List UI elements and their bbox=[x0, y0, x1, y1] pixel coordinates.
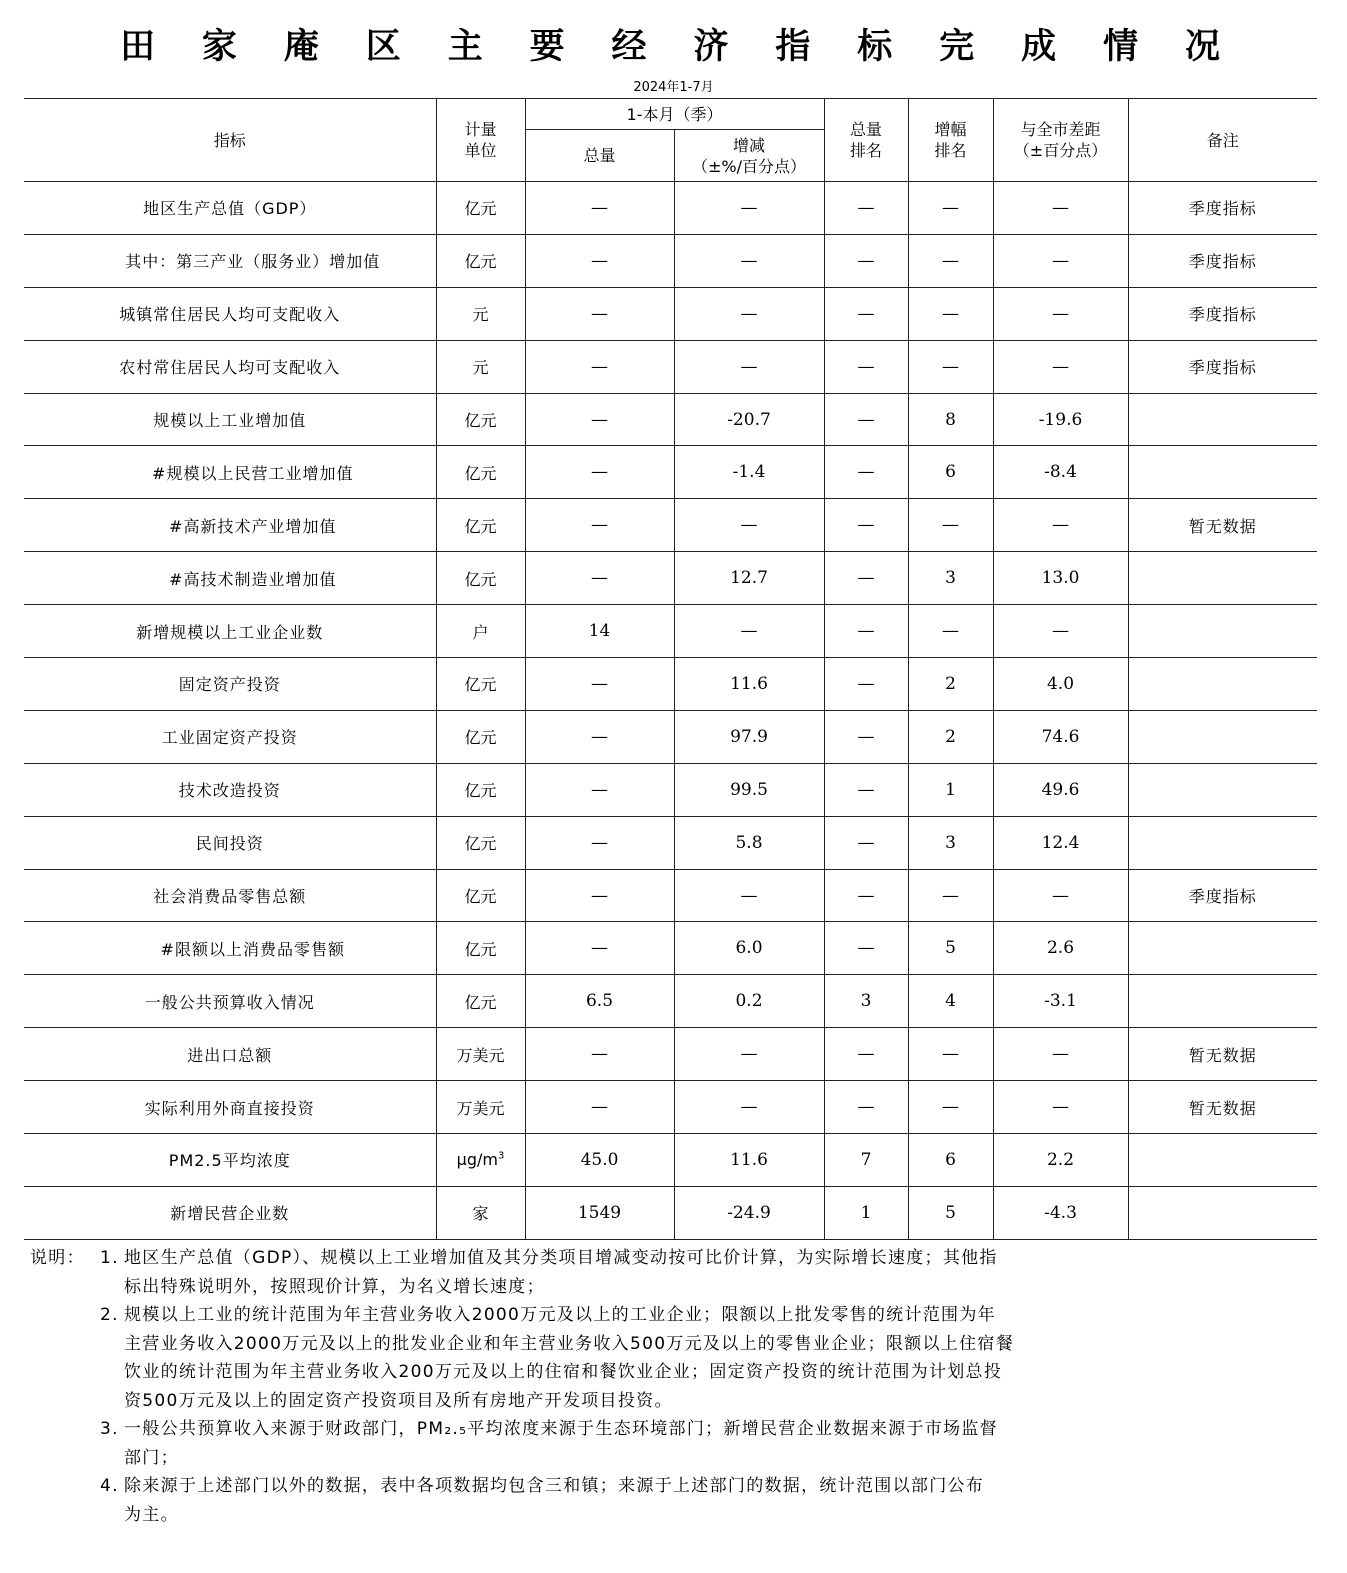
header-unit: 计量 单位 bbox=[436, 99, 525, 182]
gap-cell: -8.4 bbox=[993, 446, 1128, 499]
gap-cell: — bbox=[993, 1028, 1128, 1081]
gap-cell: — bbox=[993, 234, 1128, 287]
unit-cell: 万美元 bbox=[436, 1081, 525, 1134]
gap-cell: — bbox=[993, 182, 1128, 235]
remark-cell: 暂无数据 bbox=[1128, 1081, 1317, 1134]
gap-cell: 4.0 bbox=[993, 658, 1128, 711]
change-cell: — bbox=[674, 287, 824, 340]
remark-cell: 暂无数据 bbox=[1128, 499, 1317, 552]
total-cell: — bbox=[525, 763, 674, 816]
change-cell: -20.7 bbox=[674, 393, 824, 446]
total-cell: — bbox=[525, 393, 674, 446]
total-cell: — bbox=[525, 922, 674, 975]
total-cell: — bbox=[525, 552, 674, 605]
indicator-cell: 实际利用外商直接投资 bbox=[24, 1081, 436, 1134]
gap-cell: 74.6 bbox=[993, 710, 1128, 763]
total-cell: — bbox=[525, 182, 674, 235]
total-rank-cell: — bbox=[824, 234, 908, 287]
table-header bbox=[24, 99, 1317, 182]
indicator-cell: 固定资产投资 bbox=[24, 658, 436, 711]
indicator-cell: 新增规模以上工业企业数 bbox=[24, 605, 436, 658]
gap-cell: 12.4 bbox=[993, 816, 1128, 869]
growth-rank-cell: 5 bbox=[908, 1186, 993, 1239]
table-row bbox=[24, 446, 1317, 499]
remark-cell bbox=[1128, 816, 1317, 869]
header-growth-rank: 增幅 排名 bbox=[908, 99, 993, 182]
change-cell: -1.4 bbox=[674, 446, 824, 499]
total-cell: — bbox=[525, 499, 674, 552]
gap-cell: 2.6 bbox=[993, 922, 1128, 975]
change-cell: — bbox=[674, 234, 824, 287]
indicator-cell: #高新技术产业增加值 bbox=[24, 499, 436, 552]
unit-cell: 亿元 bbox=[436, 552, 525, 605]
header-change: 增减 （±%/百分点） bbox=[674, 130, 824, 182]
change-cell: 12.7 bbox=[674, 552, 824, 605]
total-rank-cell: — bbox=[824, 340, 908, 393]
growth-rank-cell: 4 bbox=[908, 975, 993, 1028]
title-char: 区 bbox=[365, 27, 401, 67]
header-indicator: 指标 bbox=[24, 99, 436, 182]
total-rank-cell: — bbox=[824, 763, 908, 816]
unit-cell: 家 bbox=[436, 1186, 525, 1239]
indicator-cell: 社会消费品零售总额 bbox=[24, 869, 436, 922]
total-rank-cell: — bbox=[824, 446, 908, 499]
total-rank-cell: 1 bbox=[824, 1186, 908, 1239]
total-cell: 14 bbox=[525, 605, 674, 658]
indicator-cell: 进出口总额 bbox=[24, 1028, 436, 1081]
unit-cell: 亿元 bbox=[436, 869, 525, 922]
change-cell: 6.0 bbox=[674, 922, 824, 975]
change-cell: 99.5 bbox=[674, 763, 824, 816]
growth-rank-cell: 3 bbox=[908, 816, 993, 869]
remark-cell: 季度指标 bbox=[1128, 287, 1317, 340]
total-rank-cell: — bbox=[824, 393, 908, 446]
remark-cell: 季度指标 bbox=[1128, 869, 1317, 922]
growth-rank-cell: 6 bbox=[908, 1134, 993, 1187]
title-char: 庵 bbox=[283, 27, 319, 67]
total-rank-cell: — bbox=[824, 605, 908, 658]
change-cell: 11.6 bbox=[674, 1134, 824, 1187]
total-cell: 6.5 bbox=[525, 975, 674, 1028]
unit-cell: 元 bbox=[436, 287, 525, 340]
total-rank-cell: — bbox=[824, 552, 908, 605]
total-cell: — bbox=[525, 816, 674, 869]
unit-cell: 亿元 bbox=[436, 816, 525, 869]
table-row bbox=[24, 234, 1317, 287]
table-row bbox=[24, 975, 1317, 1028]
table-row bbox=[24, 287, 1317, 340]
unit-cell: 亿元 bbox=[436, 763, 525, 816]
change-cell: 97.9 bbox=[674, 710, 824, 763]
growth-rank-cell: — bbox=[908, 1028, 993, 1081]
remark-cell: 季度指标 bbox=[1128, 182, 1317, 235]
total-cell: — bbox=[525, 446, 674, 499]
indicator-cell: 新增民营企业数 bbox=[24, 1186, 436, 1239]
change-cell: — bbox=[674, 1028, 824, 1081]
title-char: 标 bbox=[857, 27, 893, 67]
indicator-cell: PM2.5平均浓度 bbox=[24, 1134, 436, 1187]
growth-rank-cell: — bbox=[908, 234, 993, 287]
total-cell: — bbox=[525, 1028, 674, 1081]
table-row bbox=[24, 816, 1317, 869]
gap-cell: -19.6 bbox=[993, 393, 1128, 446]
table-row bbox=[24, 393, 1317, 446]
table-row bbox=[24, 552, 1317, 605]
change-cell: — bbox=[674, 1081, 824, 1134]
remark-cell bbox=[1128, 710, 1317, 763]
footnotes bbox=[30, 1244, 1310, 1529]
growth-rank-cell: — bbox=[908, 182, 993, 235]
total-rank-cell: — bbox=[824, 287, 908, 340]
growth-rank-cell: 3 bbox=[908, 552, 993, 605]
indicator-cell: 其中：第三产业（服务业）增加值 bbox=[24, 234, 436, 287]
unit-cell: 亿元 bbox=[436, 710, 525, 763]
change-cell: 5.8 bbox=[674, 816, 824, 869]
unit-cell: 亿元 bbox=[436, 234, 525, 287]
table-row bbox=[24, 182, 1317, 235]
unit-cell: 亿元 bbox=[436, 499, 525, 552]
growth-rank-cell: 8 bbox=[908, 393, 993, 446]
gap-cell: — bbox=[993, 287, 1128, 340]
unit-cell: 户 bbox=[436, 605, 525, 658]
indicator-cell: 工业固定资产投资 bbox=[24, 710, 436, 763]
header-remark: 备注 bbox=[1128, 99, 1317, 182]
gap-cell: 49.6 bbox=[993, 763, 1128, 816]
table-row bbox=[24, 1081, 1317, 1134]
total-rank-cell: — bbox=[824, 922, 908, 975]
growth-rank-cell: — bbox=[908, 340, 993, 393]
indicator-cell: 地区生产总值（GDP） bbox=[24, 182, 436, 235]
total-rank-cell: — bbox=[824, 1028, 908, 1081]
indicator-cell: 农村常住居民人均可支配收入 bbox=[24, 340, 436, 393]
remark-cell bbox=[1128, 552, 1317, 605]
table-row bbox=[24, 1134, 1317, 1187]
gap-cell: — bbox=[993, 1081, 1128, 1134]
gap-cell: — bbox=[993, 340, 1128, 393]
indicator-cell: 规模以上工业增加值 bbox=[24, 393, 436, 446]
title-char: 指 bbox=[775, 27, 811, 67]
table-row bbox=[24, 869, 1317, 922]
remark-cell bbox=[1128, 1186, 1317, 1239]
indicator-cell: 城镇常住居民人均可支配收入 bbox=[24, 287, 436, 340]
total-cell: 45.0 bbox=[525, 1134, 674, 1187]
growth-rank-cell: 1 bbox=[908, 763, 993, 816]
remark-cell bbox=[1128, 763, 1317, 816]
header-period-group: 1-本月（季） bbox=[525, 99, 824, 130]
total-rank-cell: 7 bbox=[824, 1134, 908, 1187]
unit-cell: 亿元 bbox=[436, 446, 525, 499]
table-row bbox=[24, 499, 1317, 552]
table-row bbox=[24, 605, 1317, 658]
change-cell: 0.2 bbox=[674, 975, 824, 1028]
gap-cell: — bbox=[993, 605, 1128, 658]
growth-rank-cell: — bbox=[908, 499, 993, 552]
remark-cell bbox=[1128, 446, 1317, 499]
title-char: 济 bbox=[693, 27, 729, 67]
indicator-cell: 一般公共预算收入情况 bbox=[24, 975, 436, 1028]
growth-rank-cell: — bbox=[908, 605, 993, 658]
title-char: 家 bbox=[201, 27, 237, 67]
growth-rank-cell: 2 bbox=[908, 658, 993, 711]
total-cell: — bbox=[525, 340, 674, 393]
unit-cell: 亿元 bbox=[436, 658, 525, 711]
footnote-item: 2. 规模以上工业的统计范围为年主营业务收入2000万元及以上的工业企业；限额以上批发零售的统计范围为年 主营业务收入2000万元及以上的批发业企业和年主营业务收入500万元及以上的零售业企业；限额以上住宿餐 饮业的统计范围为年主营业务收入200万元及以上的住宿和餐饮业企业；固定资产投资的统计范围为计划总投 资500万元及以上的固定资产投资项目及所有房地产开发项目投资。 bbox=[100, 1305, 1015, 1411]
report-period: 2024年1-7月 bbox=[633, 80, 714, 95]
gap-cell: 13.0 bbox=[993, 552, 1128, 605]
indicator-cell: #限额以上消费品零售额 bbox=[24, 922, 436, 975]
change-cell: — bbox=[674, 605, 824, 658]
title-char: 况 bbox=[1184, 27, 1220, 67]
unit-cell: 亿元 bbox=[436, 182, 525, 235]
unit-cell: 亿元 bbox=[436, 393, 525, 446]
remark-cell: 季度指标 bbox=[1128, 234, 1317, 287]
total-cell: — bbox=[525, 869, 674, 922]
header-total: 总量 bbox=[525, 130, 674, 182]
total-rank-cell: — bbox=[824, 816, 908, 869]
growth-rank-cell: 5 bbox=[908, 922, 993, 975]
total-cell: — bbox=[525, 1081, 674, 1134]
total-rank-cell: — bbox=[824, 710, 908, 763]
gap-cell: -3.1 bbox=[993, 975, 1128, 1028]
gap-cell: — bbox=[993, 869, 1128, 922]
table-row bbox=[24, 658, 1317, 711]
table-row bbox=[24, 340, 1317, 393]
title-char: 完 bbox=[939, 27, 975, 67]
footnote-item: 3. 一般公共预算收入来源于财政部门，PM₂.₅平均浓度来源于生态环境部门；新增民营企业数据来源于市场监督 部门； bbox=[100, 1419, 998, 1468]
table-row bbox=[24, 1028, 1317, 1081]
title-char: 要 bbox=[529, 27, 565, 67]
total-rank-cell: 3 bbox=[824, 975, 908, 1028]
footnote-item: 4. 除来源于上述部门以外的数据，表中各项数据均包含三和镇；来源于上述部门的数据，统计范围以部门公布 为主。 bbox=[100, 1476, 985, 1525]
unit-cell: $\mu g/m^3$ bbox=[436, 1134, 525, 1187]
title-char: 经 bbox=[611, 27, 647, 67]
header-total-rank: 总量 排名 bbox=[824, 99, 908, 182]
total-rank-cell: — bbox=[824, 182, 908, 235]
growth-rank-cell: — bbox=[908, 1081, 993, 1134]
title-char: 成 bbox=[1021, 27, 1057, 67]
table-row bbox=[24, 763, 1317, 816]
table-row bbox=[24, 922, 1317, 975]
remark-cell bbox=[1128, 1134, 1317, 1187]
unit-cell: 元 bbox=[436, 340, 525, 393]
table-row bbox=[24, 1186, 1317, 1239]
title-char: 田 bbox=[120, 27, 156, 67]
remark-cell bbox=[1128, 922, 1317, 975]
total-cell: — bbox=[525, 234, 674, 287]
indicator-cell: #高技术制造业增加值 bbox=[24, 552, 436, 605]
total-rank-cell: — bbox=[824, 869, 908, 922]
change-cell: 11.6 bbox=[674, 658, 824, 711]
title-char: 主 bbox=[447, 27, 483, 67]
footnote-item: 说明： 1. 地区生产总值（GDP）、规模以上工业增加值及其分类项目增减变动按可比价计算，为实际增长速度；其他指 标出特殊说明外，按照现价计算，为名义增长速度； bbox=[30, 1248, 998, 1297]
total-cell: — bbox=[525, 287, 674, 340]
indicator-cell: 技术改造投资 bbox=[24, 763, 436, 816]
title-char: 情 bbox=[1103, 27, 1139, 67]
report-title bbox=[24, 14, 1316, 74]
remark-cell bbox=[1128, 605, 1317, 658]
gap-cell: — bbox=[993, 499, 1128, 552]
indicator-cell: 民间投资 bbox=[24, 816, 436, 869]
remark-cell: 季度指标 bbox=[1128, 340, 1317, 393]
growth-rank-cell: 2 bbox=[908, 710, 993, 763]
indicators-table bbox=[24, 98, 1317, 1240]
unit-cell: 亿元 bbox=[436, 922, 525, 975]
table-body bbox=[24, 182, 1317, 1240]
growth-rank-cell: — bbox=[908, 869, 993, 922]
change-cell: — bbox=[674, 182, 824, 235]
remark-cell bbox=[1128, 658, 1317, 711]
indicator-cell: #规模以上民营工业增加值 bbox=[24, 446, 436, 499]
unit-cell: 亿元 bbox=[436, 975, 525, 1028]
remark-cell bbox=[1128, 975, 1317, 1028]
total-cell: — bbox=[525, 658, 674, 711]
change-cell: — bbox=[674, 869, 824, 922]
gap-cell: -4.3 bbox=[993, 1186, 1128, 1239]
unit-cell: 万美元 bbox=[436, 1028, 525, 1081]
change-cell: -24.9 bbox=[674, 1186, 824, 1239]
remark-cell: 暂无数据 bbox=[1128, 1028, 1317, 1081]
table-row bbox=[24, 710, 1317, 763]
change-cell: — bbox=[674, 340, 824, 393]
total-rank-cell: — bbox=[824, 1081, 908, 1134]
remark-cell bbox=[1128, 393, 1317, 446]
total-rank-cell: — bbox=[824, 658, 908, 711]
header-gap: 与全市差距 （±百分点） bbox=[993, 99, 1128, 182]
growth-rank-cell: 6 bbox=[908, 446, 993, 499]
total-rank-cell: — bbox=[824, 499, 908, 552]
total-cell: — bbox=[525, 710, 674, 763]
growth-rank-cell: — bbox=[908, 287, 993, 340]
change-cell: — bbox=[674, 499, 824, 552]
total-cell: 1549 bbox=[525, 1186, 674, 1239]
gap-cell: 2.2 bbox=[993, 1134, 1128, 1187]
